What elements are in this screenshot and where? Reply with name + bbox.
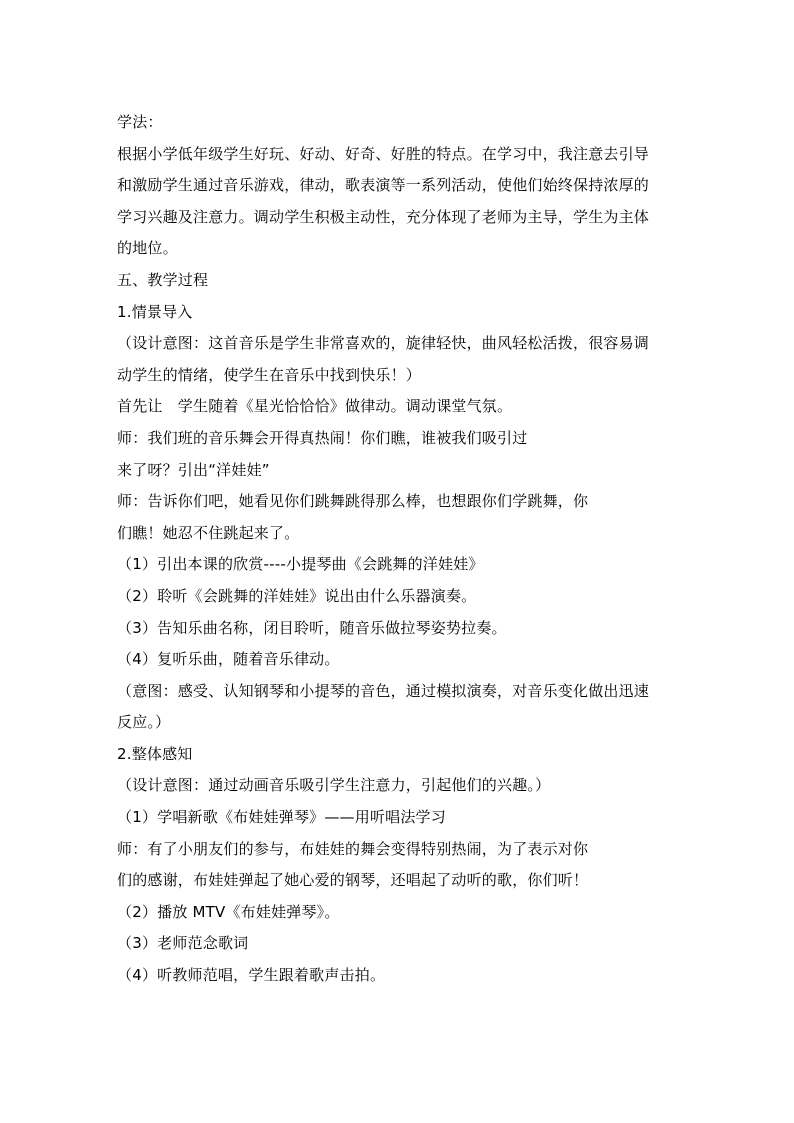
document-page <box>117 107 677 992</box>
text-line: 师：我们班的音乐舞会开得真热闹！你们瞧，谁被我们吸引过 <box>117 428 528 447</box>
text-line: 师：告诉你们吧，她看见你们跳舞跳得那么棒，也想跟你们学跳舞，你 <box>117 492 589 511</box>
text-line: （意图：感受、认知钢琴和小提琴的音色，通过模拟演奏，对音乐变化做出迅速 <box>117 681 650 700</box>
text-line: 来了呀？引出“洋娃娃” <box>117 460 270 479</box>
text-line: 学法： <box>117 113 163 131</box>
text-line: 和激励学生通过音乐游戏，律动，歌表演等一系列活动，使他们始终保持浓厚的 <box>117 176 650 195</box>
text-line: 学习兴趣及注意力。调动学生积极主动性，充分体现了老师为主导，学生为主体 <box>117 207 650 226</box>
text-line: （设计意图：通过动画音乐吸引学生注意力，引起他们的兴趣。） <box>117 776 551 795</box>
text-line: （2）播放 MTV《布娃娃弹琴》。 <box>117 902 340 921</box>
text-line: （4）听教师范唱，学生跟着歌声击拍。 <box>117 966 386 985</box>
text-line: 们瞧！她忍不住跳起来了。 <box>117 523 300 542</box>
text-line: 师：有了小朋友们的参与，布娃娃的舞会变得特别热闹，为了表示对你 <box>117 839 589 858</box>
text-line: （设计意图：这首音乐是学生非常喜欢的，旋律轻快，曲风轻松活拨，很容易调 <box>117 334 650 353</box>
text-line: 动学生的情绪，使学生在音乐中找到快乐！） <box>117 365 422 384</box>
text-line: （3）老师范念歌词 <box>117 934 249 953</box>
text-line: （1）学唱新歌《布娃娃弹琴》——用听唱法学习 <box>117 808 446 827</box>
subsection-heading: 1.情景导入 <box>117 302 193 321</box>
section-heading: 五、教学过程 <box>117 270 209 289</box>
text-line: （2）聆听《会跳舞的洋娃娃》说出由什么乐器演奏。 <box>117 586 477 605</box>
text-line: 首先让 学生随着《星光恰恰恰》做律动。调动课堂气氛。 <box>117 397 513 416</box>
text-line: 根据小学低年级学生好玩、好动、好奇、好胜的特点。在学习中，我注意去引导 <box>117 144 650 163</box>
text-line: 的地位。 <box>117 239 178 258</box>
text-line: 们的感谢，布娃娃弹起了她心爱的钢琴，还唱起了动听的歌，你们听！ <box>117 871 589 890</box>
text-line: 反应。） <box>117 713 171 732</box>
text-line: （3）告知乐曲名称，闭目聆听，随音乐做拉琴姿势拉奏。 <box>117 618 507 637</box>
text-line: （4）复听乐曲，随着音乐律动。 <box>117 650 340 669</box>
text-line: （1）引出本课的欣赏----小提琴曲《会跳舞的洋娃娃》 <box>117 555 484 574</box>
subsection-heading: 2.整体感知 <box>117 744 193 763</box>
